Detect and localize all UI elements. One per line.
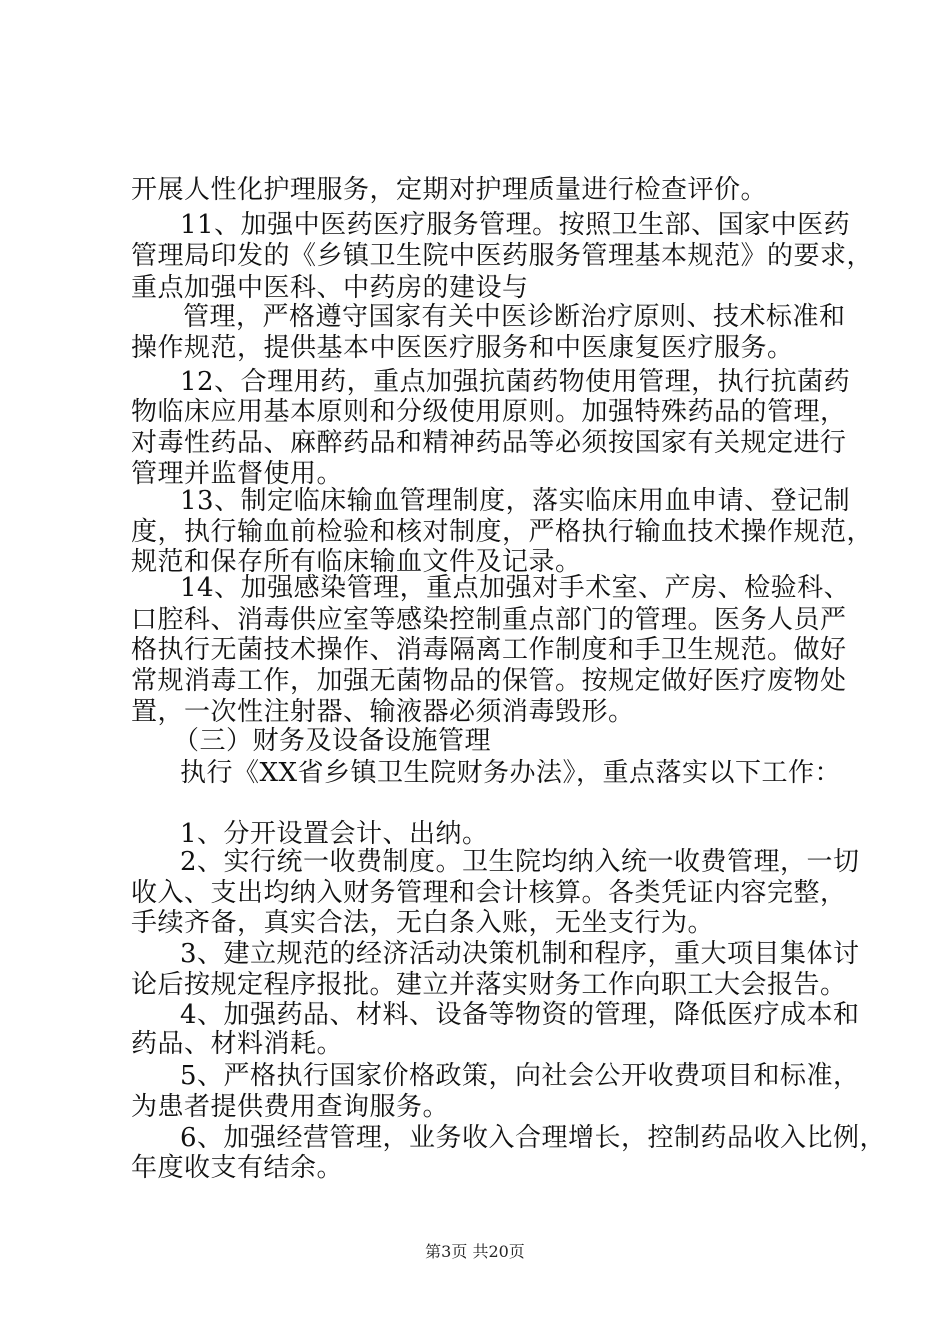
text-line: 操作规范，提供基本中医医疗服务和中医康复医疗服务。: [131, 333, 794, 363]
text-line: 为患者提供费用查询服务。: [131, 1092, 450, 1122]
text-line: 度，执行输血前检验和核对制度，严格执行输血技术操作规范，: [131, 517, 874, 547]
section-heading: （三）财务及设备设施管理: [173, 726, 492, 756]
text-line: 6、加强经营管理，业务收入合理增长，控制药品收入比例，: [180, 1123, 887, 1153]
text-line: 1、分开设置会计、出纳。: [180, 819, 489, 849]
text-line: 管理，严格遵守国家有关中医诊断治疗原则、技术标准和: [183, 302, 846, 332]
text-line: 4、加强药品、材料、设备等物资的管理，降低医疗成本和: [180, 1000, 860, 1030]
text-line: 管理局印发的《乡镇卫生院中医药服务管理基本规范》的要求，: [131, 241, 874, 271]
text-line: 规范和保存所有临床输血文件及记录。: [131, 547, 582, 577]
text-line: 重点加强中医科、中药房的建设与: [131, 273, 529, 303]
text-line: 5、严格执行国家价格政策，向社会公开收费项目和标准，: [180, 1061, 860, 1091]
text-line: 物临床应用基本原则和分级使用原则。加强特殊药品的管理，: [131, 397, 847, 427]
text-line: 11、加强中医药医疗服务管理。按照卫生部、国家中医药: [180, 210, 851, 240]
text-line: 对毒性药品、麻醉药品和精神药品等必须按国家有关规定进行: [131, 428, 847, 458]
text-line: 3、建立规范的经济活动决策机制和程序，重大项目集体讨: [180, 939, 860, 969]
text-line: 2、实行统一收费制度。卫生院均纳入统一收费管理，一切: [180, 847, 860, 877]
text-line: 论后按规定程序报批。建立并落实财务工作向职工大会报告。: [131, 970, 847, 1000]
text-line: 常规消毒工作，加强无菌物品的保管。按规定做好医疗废物处: [131, 666, 847, 696]
text-line: 14、加强感染管理，重点加强对手术室、产房、检验科、: [180, 573, 851, 603]
text-line: 执行《XX省乡镇卫生院财务办法》，重点落实以下工作：: [180, 758, 842, 788]
page-number-footer: 第3页 共20页: [425, 1242, 525, 1261]
text-line: 口腔科、消毒供应室等感染控制重点部门的管理。医务人员严: [131, 605, 847, 635]
text-line: 12、合理用药，重点加强抗菌药物使用管理，执行抗菌药: [180, 367, 851, 397]
text-line: 药品、材料消耗。: [131, 1029, 344, 1059]
text-line: 开展人性化护理服务，定期对护理质量进行检查评价。: [131, 175, 768, 205]
text-line: 年度收支有结余。: [131, 1153, 344, 1183]
text-line: 13、制定临床输血管理制度，落实临床用血申请、登记制: [180, 486, 851, 516]
text-line: 管理并监督使用。: [131, 459, 344, 489]
text-line: 置，一次性注射器、输液器必须消毒毁形。: [131, 697, 635, 727]
text-line: 手续齐备，真实合法，无白条入账，无坐支行为。: [131, 908, 715, 938]
text-line: 格执行无菌技术操作、消毒隔离工作制度和手卫生规范。做好: [131, 635, 847, 665]
text-line: 收入、支出均纳入财务管理和会计核算。各类凭证内容完整，: [131, 878, 847, 908]
